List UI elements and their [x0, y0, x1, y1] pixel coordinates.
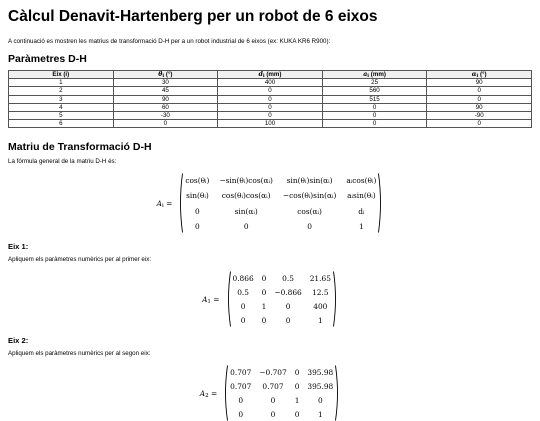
- axis1-matrix-lhs: $A_1$ =: [202, 294, 220, 305]
- matrix-cell: sin(θᵢ): [186, 191, 209, 201]
- page-title: Càlcul Denavit-Hartenberg per un robot de 6 eixos: [8, 8, 378, 25]
- matrix-cell: 395.98: [307, 381, 334, 391]
- right-paren-icon: [378, 173, 383, 233]
- matrix-cell: 1: [261, 302, 267, 312]
- cell-theta: 30: [113, 79, 218, 87]
- matrix-cell: dᵢ: [358, 206, 365, 216]
- general-matrix-lhs: $A_i$ =: [156, 198, 173, 209]
- cell-alpha: 0: [427, 120, 532, 128]
- axis2-heading: Eix 2:: [8, 336, 29, 346]
- matrix-cell: 0: [238, 396, 244, 406]
- cell-a: 0: [322, 103, 427, 111]
- matrix-cell: 0: [243, 222, 249, 232]
- table-row: [9, 79, 532, 87]
- table-row: [9, 87, 532, 95]
- cell-axis: 3: [9, 95, 114, 103]
- matrix-cell: 0: [294, 410, 300, 420]
- cell-d: 0: [218, 103, 323, 111]
- header-d: $d_i$ (mm): [218, 71, 323, 79]
- cell-theta: 60: [113, 103, 218, 111]
- table-header-row: [9, 71, 532, 79]
- matrix-cell: 0.707: [262, 381, 284, 391]
- matrix-cell: −cos(θᵢ)sin(αᵢ): [282, 191, 337, 201]
- table-row: [9, 95, 532, 103]
- matrix-cell: 0: [261, 316, 267, 326]
- matrix-cell: 0.5: [237, 287, 249, 297]
- matrix-cell: 0: [270, 396, 276, 406]
- matrix-cell: 0.707: [230, 367, 252, 377]
- cell-axis: 5: [9, 112, 114, 120]
- general-matrix-grid: [183, 173, 378, 233]
- header-a: $a_i$ (mm): [322, 71, 427, 79]
- matrix-cell: 0: [238, 410, 244, 420]
- cell-a: 25: [322, 79, 427, 87]
- cell-a: 0: [322, 120, 427, 128]
- matrix-cell: 400: [313, 302, 328, 312]
- matrix-cell: cos(θᵢ)cos(αᵢ): [221, 191, 271, 201]
- matrix-cell: 0: [195, 206, 200, 216]
- matrix-cell: 0: [294, 381, 300, 391]
- cell-theta: 0: [113, 120, 218, 128]
- params-heading: Paràmetres D-H: [8, 53, 87, 65]
- header-theta: $\theta_i$ (°): [113, 71, 218, 79]
- matrix-cell: aᵢcos(θᵢ): [346, 175, 377, 185]
- cell-d: 0: [218, 87, 323, 95]
- cell-d: 0: [218, 95, 323, 103]
- cell-d: 400: [218, 79, 323, 87]
- matrix-cell: sin(θᵢ)sin(αᵢ): [286, 175, 333, 185]
- axis2-matrix-grid: [228, 365, 335, 421]
- axis1-matrix: [8, 271, 532, 327]
- axis2-text: Apliquem els paràmetres numèrics per al segon eix:: [8, 350, 151, 358]
- cell-theta: 45: [113, 87, 218, 95]
- cell-axis: 4: [9, 103, 114, 111]
- matrix-cell: 0: [307, 222, 312, 232]
- matrix-cell: −0.866: [274, 287, 302, 297]
- cell-alpha: -90: [427, 112, 532, 120]
- axis2-matrix: [8, 365, 532, 421]
- dh-parameters-table: [8, 70, 532, 128]
- matrix-cell: 0.866: [232, 273, 254, 283]
- matrix-cell: 395.98: [307, 367, 334, 377]
- matrix-cell: sin(αᵢ): [234, 206, 258, 216]
- general-formula-text: La fórmula general de la matriu D-H és:: [8, 158, 117, 166]
- cell-alpha: 0: [427, 95, 532, 103]
- table-row: [9, 103, 532, 111]
- table-row: [9, 112, 532, 120]
- matrix-cell: 0: [285, 316, 291, 326]
- right-paren-icon: [333, 271, 338, 327]
- intro-text: A continuació es mostren les matrius de transformació D-H per a un robot industrial de 6 eixos (ex: KUKA KR6 R900):: [8, 38, 331, 45]
- matrix-cell: 1: [294, 396, 300, 406]
- matrix-cell: aᵢsin(θᵢ): [347, 191, 376, 201]
- matrix-cell: 0: [240, 302, 246, 312]
- matrix-cell: cos(αᵢ): [297, 206, 322, 216]
- matrix-cell: 0.707: [230, 381, 252, 391]
- matrix-cell: 12.5: [312, 287, 329, 297]
- cell-alpha: 90: [427, 79, 532, 87]
- axis1-text: Apliquem els paràmetres numèrics per al primer eix:: [8, 256, 152, 264]
- cell-d: 100: [218, 120, 323, 128]
- matrix-cell: 0: [261, 273, 267, 283]
- cell-axis: 6: [9, 120, 114, 128]
- matrix-cell: 0: [285, 302, 291, 312]
- cell-a: 515: [322, 95, 427, 103]
- cell-d: 0: [218, 112, 323, 120]
- axis2-matrix-lhs: $A_2$ =: [199, 388, 218, 399]
- cell-theta: -30: [113, 112, 218, 120]
- matrix-cell: 1: [358, 222, 364, 232]
- right-paren-icon: [335, 365, 340, 421]
- matrix-cell: 21.65: [309, 273, 331, 283]
- cell-theta: 90: [113, 95, 218, 103]
- matrix-cell: −0.707: [259, 367, 287, 377]
- cell-a: 560: [322, 87, 427, 95]
- matrix-cell: −sin(θᵢ)cos(αᵢ): [219, 175, 273, 185]
- matrix-cell: cos(θᵢ): [185, 175, 210, 185]
- matrix-cell: 0: [294, 367, 300, 377]
- cell-a: 0: [322, 112, 427, 120]
- axis1-matrix-grid: [231, 271, 333, 327]
- matrix-cell: 0: [270, 410, 276, 420]
- matrix-cell: 1: [317, 410, 323, 420]
- cell-alpha: 90: [427, 103, 532, 111]
- matrix-heading: Matriu de Transformació D-H: [8, 141, 152, 154]
- header-alpha: $\alpha_i$ (°): [427, 71, 532, 79]
- table-row: [9, 120, 532, 128]
- cell-axis: 2: [9, 87, 114, 95]
- cell-axis: 1: [9, 79, 114, 87]
- axis1-heading: Eix 1:: [8, 242, 29, 252]
- general-dh-matrix: [8, 173, 532, 233]
- cell-alpha: 0: [427, 87, 532, 95]
- matrix-cell: 0: [240, 316, 246, 326]
- matrix-cell: 0: [195, 222, 200, 232]
- matrix-cell: 0: [261, 287, 267, 297]
- matrix-cell: 0: [317, 396, 323, 406]
- matrix-cell: 1: [317, 316, 323, 326]
- matrix-cell: 0.5: [282, 273, 294, 283]
- header-axis: Eix (i): [9, 71, 114, 79]
